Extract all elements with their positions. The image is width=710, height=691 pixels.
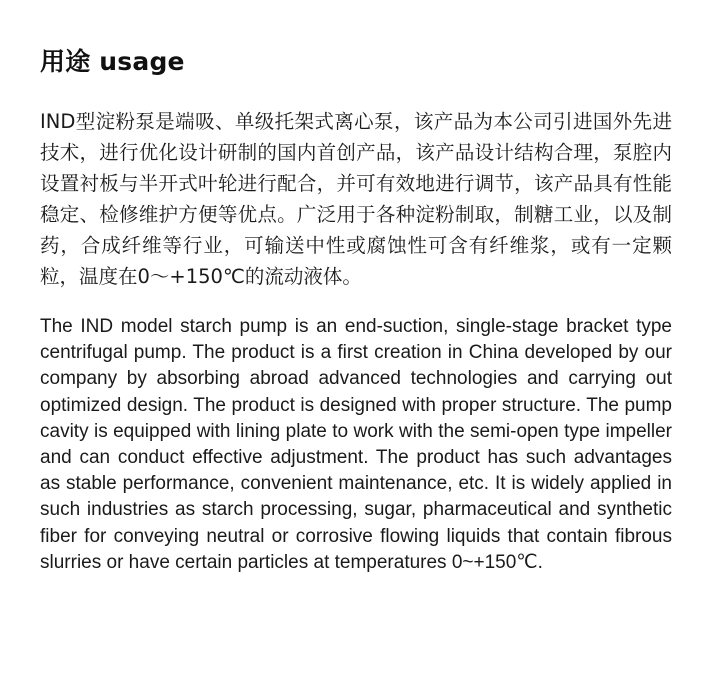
section-heading: 用途 usage (40, 47, 185, 76)
chinese-description-paragraph: IND型淀粉泵是端吸、单级托架式离心泵，该产品为本公司引进国外先进技术，进行优化设计研制的国内首创产品，该产品设计结构合理，泵腔内设置衬板与半开式叶轮进行配合，并可有效地进行调节，该产品具有性能稳定、检修维护方便等优点。广泛用于各种淀粉制取，制糖工业，以及制药，合成纤维等行业，可输送中性或腐蚀性可含有纤维浆，或有一定颗粒，温度在0～+150℃的流动液体。 (40, 110, 672, 288)
usage-section (40, 44, 672, 576)
english-description-paragraph: The IND model starch pump is an end-suction, single-stage bracket type centrifugal pump. The product is a first creation in China developed by our company by absorbing abroad advanced technologies and carrying out optimized design. The product is designed with proper structure. The pump cavity is equipped with lining plate to work with the semi-open type impeller and can conduct effective adjustment. The product has such advantages as stable performance, convenient maintenance, etc. It is widely applied in such industries as starch processing, sugar, pharmaceutical and synthetic fiber for conveying neutral or corrosive flowing liquids that contain fibrous slurries or have certain particles at temperatures 0~+150℃. (40, 316, 672, 573)
